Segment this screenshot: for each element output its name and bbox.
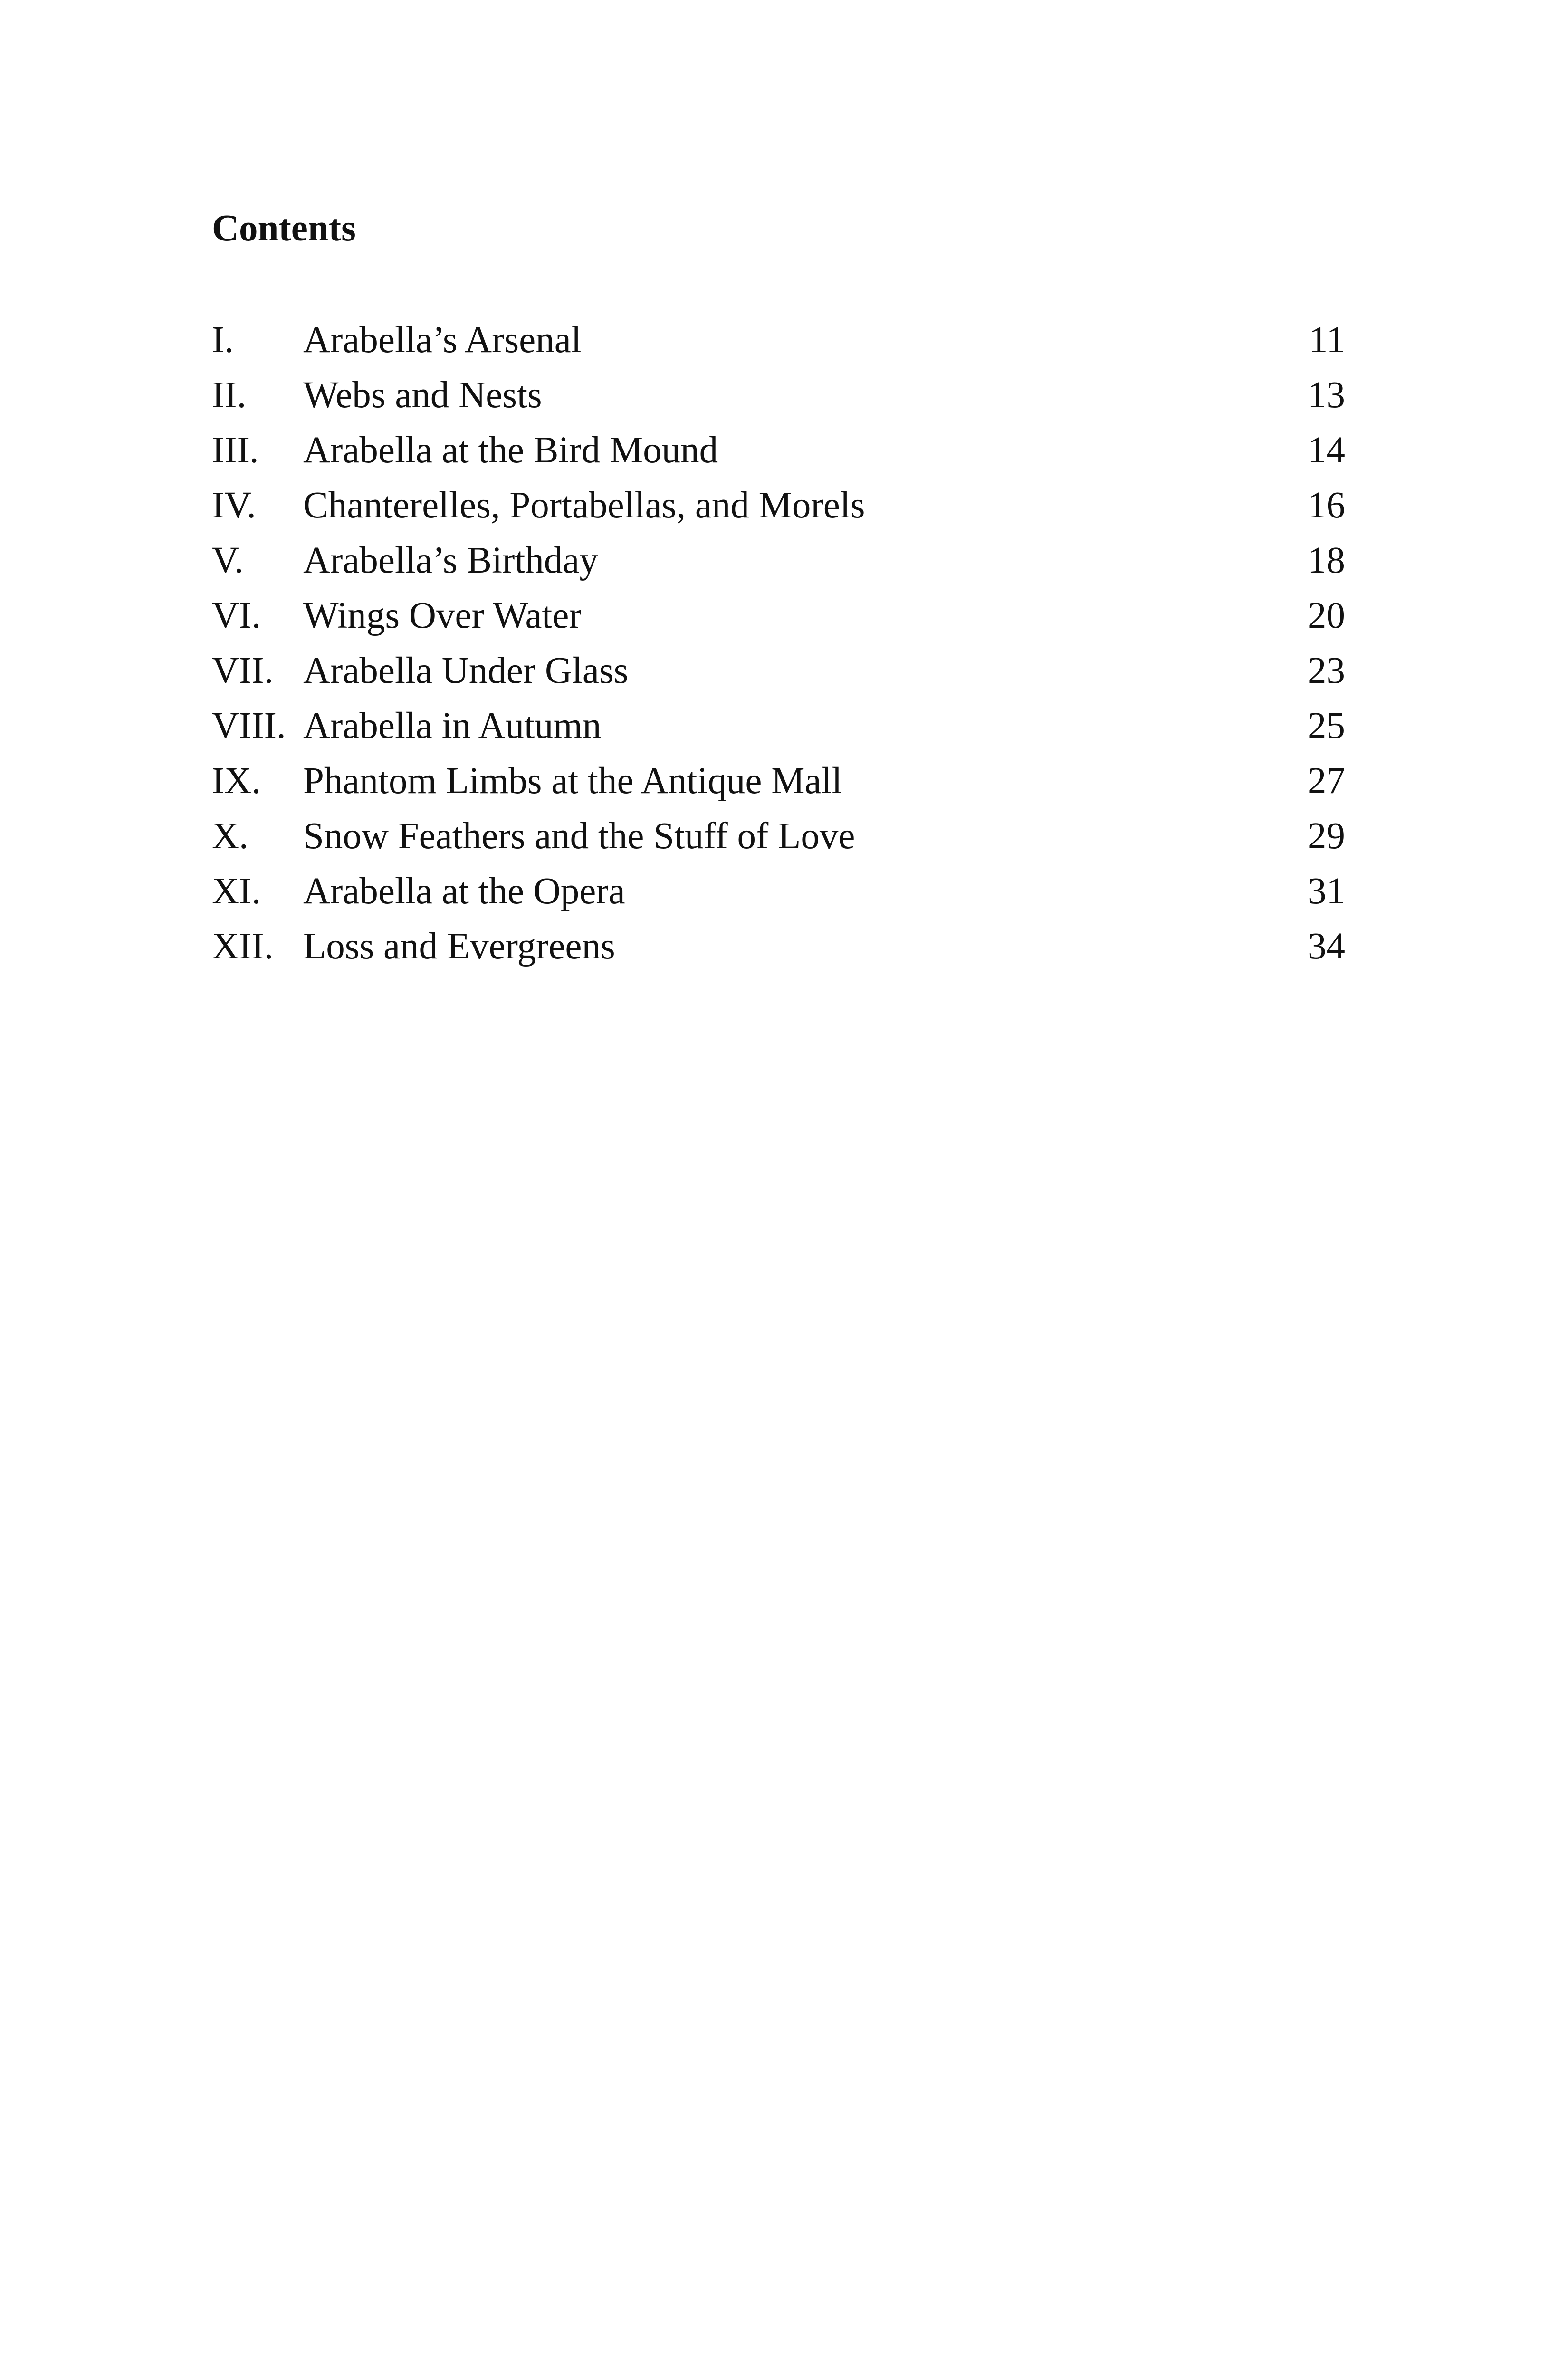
- chapter-title: Arabella’s Birthday: [303, 540, 598, 581]
- chapter-title: Arabella at the Opera: [303, 871, 625, 912]
- chapter-title: Arabella’s Arsenal: [303, 319, 582, 361]
- chapter-numeral: IX.: [212, 760, 261, 802]
- chapter-numeral: IV.: [212, 485, 256, 526]
- page-number: 11: [1309, 319, 1345, 361]
- page-number: 16: [1308, 485, 1345, 526]
- toc-entry: [212, 368, 1345, 423]
- chapter-title: Snow Feathers and the Stuff of Love: [303, 815, 855, 857]
- page-number: 18: [1308, 540, 1345, 581]
- toc-entry: [212, 864, 1345, 919]
- chapter-numeral: III.: [212, 430, 259, 471]
- chapter-title: Chanterelles, Portabellas, and Morels: [303, 485, 865, 526]
- chapter-numeral: I.: [212, 319, 234, 361]
- chapter-title: Loss and Evergreens: [303, 926, 615, 967]
- page-number: 27: [1308, 760, 1345, 802]
- page-number: 25: [1308, 705, 1345, 747]
- chapter-title: Webs and Nests: [303, 374, 542, 416]
- page-number: 13: [1308, 374, 1345, 416]
- contents-heading: Contents: [212, 208, 356, 249]
- chapter-title: Wings Over Water: [303, 595, 582, 636]
- toc-entry: [212, 809, 1345, 864]
- chapter-numeral: V.: [212, 540, 244, 581]
- chapter-numeral: VIII.: [212, 705, 286, 747]
- chapter-title: Arabella Under Glass: [303, 650, 629, 691]
- page-number: 23: [1308, 650, 1345, 691]
- chapter-numeral: VII.: [212, 650, 274, 691]
- toc-entry: [212, 643, 1345, 699]
- chapter-title: Arabella in Autumn: [303, 705, 602, 747]
- toc-entry: [212, 588, 1345, 643]
- toc-entry: [212, 533, 1345, 588]
- toc-entry: [212, 919, 1345, 974]
- table-of-contents: [212, 313, 1345, 974]
- toc-entry: [212, 478, 1345, 533]
- page-number: 31: [1308, 871, 1345, 912]
- chapter-title: Phantom Limbs at the Antique Mall: [303, 760, 842, 802]
- toc-entry: [212, 699, 1345, 754]
- chapter-title: Arabella at the Bird Mound: [303, 430, 718, 471]
- chapter-numeral: II.: [212, 374, 247, 416]
- page-number: 20: [1308, 595, 1345, 636]
- page-number: 29: [1308, 815, 1345, 857]
- toc-entry: [212, 754, 1345, 809]
- toc-entry: [212, 313, 1345, 368]
- page-number: 14: [1308, 430, 1345, 471]
- chapter-numeral: XII.: [212, 926, 274, 967]
- page-number: 34: [1308, 926, 1345, 967]
- chapter-numeral: XI.: [212, 871, 261, 912]
- chapter-numeral: VI.: [212, 595, 261, 636]
- toc-entry: [212, 423, 1345, 478]
- chapter-numeral: X.: [212, 815, 249, 857]
